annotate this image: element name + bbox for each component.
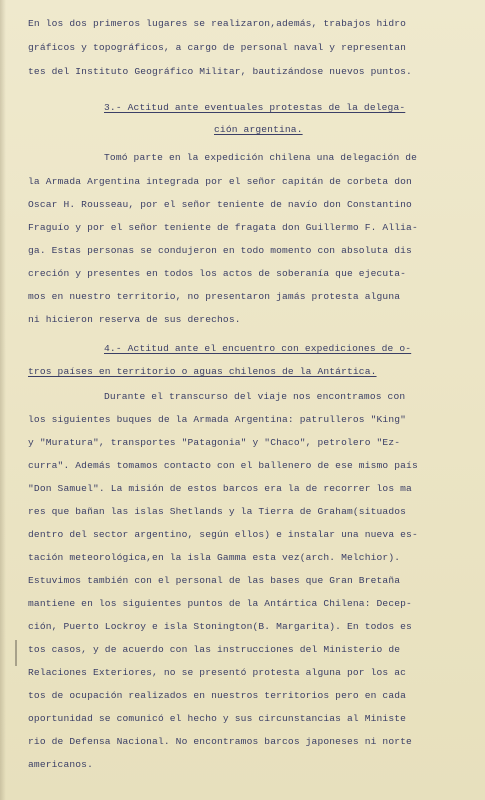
- section-heading-4: 4.- Actitud ante el encuentro con expediciones de o-: [104, 343, 412, 354]
- text-line: Oscar H. Rousseau, por el señor teniente de navío don Constantino: [28, 199, 412, 210]
- text-line: gráficos y topográficos, a cargo de personal naval y representan: [28, 42, 407, 53]
- text-line: Relaciones Exteriores, no se presentó protesta alguna por los ac: [28, 667, 407, 678]
- text-line: americanos.: [28, 759, 93, 770]
- text-line: tos casos, y de acuerdo con las instrucciones del Ministerio de: [28, 644, 401, 655]
- section-heading-3: 3.- Actitud ante eventuales protestas de la delega-: [104, 102, 406, 113]
- section-heading-4-cont: tros países en territorio o aguas chilenos de la Antártica.: [28, 366, 377, 377]
- text-line: tación meteorológica,en la isla Gamma esta vez(arch. Melchior).: [28, 552, 401, 563]
- text-line: mantiene en los siguientes puntos de la Antártica Chilena: Decep-: [28, 598, 412, 609]
- text-line: tes del Instituto Geográfico Militar, bautizándose nuevos puntos.: [28, 66, 412, 77]
- text-line: mos en nuestro territorio, no presentaron jamás protesta alguna: [28, 291, 401, 302]
- text-line: rio de Defensa Nacional. No encontramos barcos japoneses ni norte: [28, 736, 412, 747]
- text-line: dentro del sector argentino, según ellos) e instalar una nueva es-: [28, 529, 418, 540]
- text-line: y "Muratura", transportes "Patagonia" y "Chaco", petrolero "Ez-: [28, 437, 401, 448]
- text-line: Estuvimos también con el personal de las bases que Gran Bretaña: [28, 575, 401, 586]
- text-line: ción, Puerto Lockroy e isla Stonington(B. Margarita). En todos es: [28, 621, 412, 632]
- text-line: Durante el transcurso del viaje nos encontramos con: [104, 391, 406, 402]
- text-line: la Armada Argentina integrada por el señor capitán de corbeta don: [28, 176, 412, 187]
- text-line: Tomó parte en la expedición chilena una delegación de: [104, 152, 418, 163]
- text-line: "Don Samuel". La misión de estos barcos era la de recorrer los ma: [28, 483, 412, 494]
- text-line: tos de ocupación realizados en nuestros territorios pero en cada: [28, 690, 407, 701]
- text-line: ni hicieron reserva de sus derechos.: [28, 314, 241, 325]
- text-line: ga. Estas personas se condujeron en todo momento con absoluta dis: [28, 245, 412, 256]
- text-line: los siguientes buques de la Armada Argentina: patrulleros "King": [28, 414, 407, 425]
- margin-pencil-mark: [15, 640, 17, 666]
- text-line: res que bañan las islas Shetlands y la Tierra de Graham(situados: [28, 506, 407, 517]
- text-line: curra". Además tomamos contacto con el ballenero de ese mismo país: [28, 460, 418, 471]
- text-line: oportunidad se comunicó el hecho y sus circunstancias al Ministe: [28, 713, 407, 724]
- text-line: creción y presentes en todos los actos de soberanía que ejecuta-: [28, 268, 407, 279]
- page-edge-shadow: [0, 0, 6, 800]
- text-line: En los dos primeros lugares se realizaron,además, trabajos hidro: [28, 18, 407, 29]
- section-heading-3-cont: ción argentina.: [214, 124, 303, 135]
- text-line: Fraguío y por el señor teniente de fragata don Guillermo F. Allia-: [28, 222, 418, 233]
